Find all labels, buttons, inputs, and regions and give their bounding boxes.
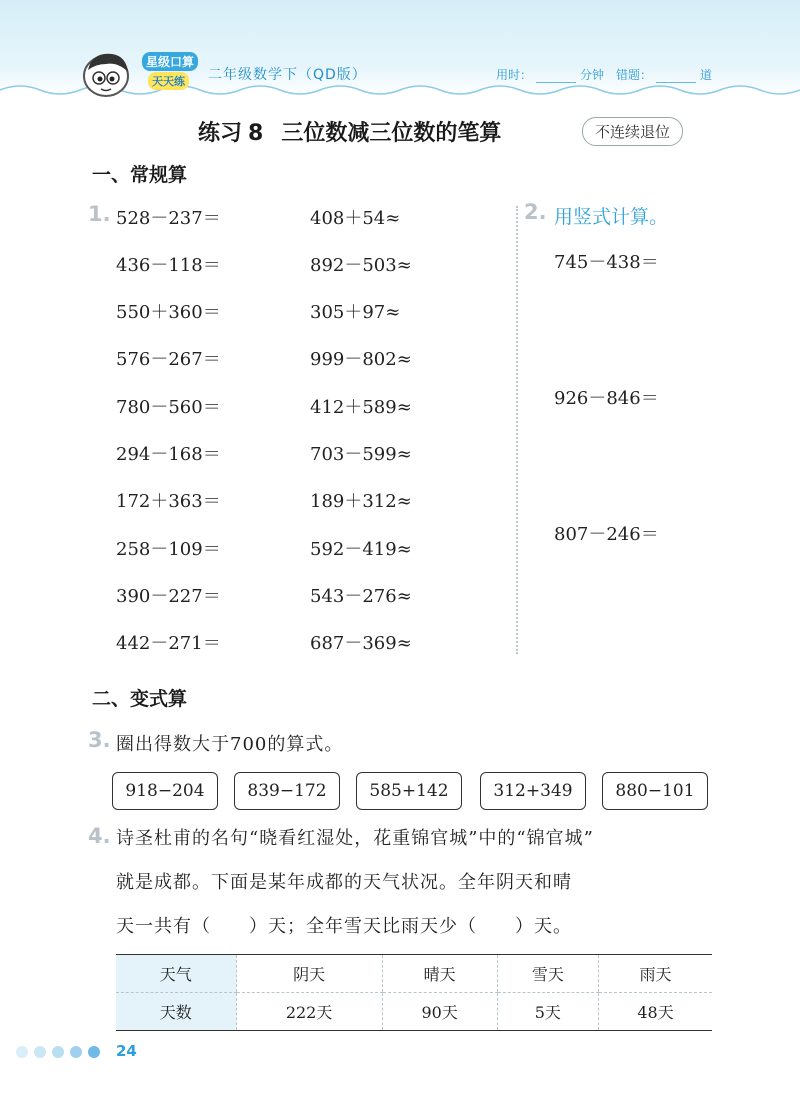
table-row xyxy=(116,955,712,993)
dot-icon xyxy=(34,1046,46,1058)
q3-choice[interactable]: 880−101 xyxy=(602,772,708,810)
exercise-prefix: 练习 xyxy=(198,121,243,146)
exercise-title xyxy=(198,116,501,147)
table-cell: 222天 xyxy=(236,993,382,1031)
section2-heading: 二、变式算 xyxy=(92,688,188,710)
brand-logo xyxy=(132,52,202,92)
table-cell: 5天 xyxy=(497,993,599,1031)
errors-blank[interactable] xyxy=(656,71,696,83)
page-dots-decoration xyxy=(16,1046,100,1058)
q3-choice[interactable]: 918−204 xyxy=(112,772,218,810)
time-blank[interactable] xyxy=(536,71,576,83)
q1-number: 1. xyxy=(88,202,111,226)
q1-col1-item: 550＋360＝ xyxy=(116,302,221,323)
q1-col2-item: 189＋312≈ xyxy=(310,491,412,512)
q4-number: 4. xyxy=(88,824,111,848)
q2-item: 807－246＝ xyxy=(554,524,659,545)
q1-col2-item: 543－276≈ xyxy=(310,586,412,607)
dot-icon xyxy=(52,1046,64,1058)
q1-col1-item: 436－118＝ xyxy=(116,255,221,276)
q4-text-line: 诗圣杜甫的名句“晓看红湿处，花重锦官城”中的“锦官城” xyxy=(116,828,594,849)
q3-choice[interactable]: 312+349 xyxy=(480,772,586,810)
brand-line1: 星级口算 xyxy=(142,52,198,71)
q1-col2-item: 687－369≈ xyxy=(310,633,412,654)
q1-col1-item: 172＋363＝ xyxy=(116,491,221,512)
table-cell: 48天 xyxy=(599,993,712,1031)
q1-col2-item: 412＋589≈ xyxy=(310,397,412,418)
table-cell: 90天 xyxy=(382,993,497,1031)
table-header-cell: 天气 xyxy=(116,955,236,993)
q4-text-line: 就是成都。下面是某年成都的天气状况。全年阴天和晴 xyxy=(116,872,572,893)
q4-text-line: 天一共有（ ）天；全年雪天比雨天少（ ）天。 xyxy=(116,916,572,937)
q1-col1-item: 294－168＝ xyxy=(116,444,221,465)
q3-choices xyxy=(112,772,712,810)
table-cell: 阴天 xyxy=(236,955,382,993)
q1-col1-item: 576－267＝ xyxy=(116,349,221,370)
mascot-logo-icon xyxy=(78,48,134,100)
brand-line2: 天天练 xyxy=(148,72,189,90)
q2-title: 用竖式计算。 xyxy=(554,206,669,228)
topic-tag-badge: 不连续退位 xyxy=(582,117,683,146)
table-cell: 晴天 xyxy=(382,955,497,993)
record-fields xyxy=(496,66,712,83)
table-cell: 雨天 xyxy=(599,955,712,993)
table-header-cell: 天数 xyxy=(116,993,236,1031)
page-number: 24 xyxy=(116,1042,137,1060)
q1-col1-item: 390－227＝ xyxy=(116,586,221,607)
q2-number: 2. xyxy=(524,200,547,224)
exercise-topic: 三位数减三位数的笔算 xyxy=(281,121,502,146)
q1-col1-item: 442－271＝ xyxy=(116,633,221,654)
table-row xyxy=(116,993,712,1031)
q1-col2-item: 408＋54≈ xyxy=(310,208,401,229)
dot-icon xyxy=(88,1046,100,1058)
column-divider xyxy=(516,206,518,654)
weather-table xyxy=(116,954,712,1031)
table-cell: 雪天 xyxy=(497,955,599,993)
time-label: 用时： xyxy=(496,68,533,82)
dot-icon xyxy=(16,1046,28,1058)
q1-col2-item: 305＋97≈ xyxy=(310,302,401,323)
q3-text: 圈出得数大于700的算式。 xyxy=(116,734,344,755)
q2-item: 926－846＝ xyxy=(554,388,659,409)
section1-heading: 一、常规算 xyxy=(92,164,188,186)
minute-label: 分钟 xyxy=(580,68,605,82)
exercise-number: 8 xyxy=(248,121,264,146)
dot-icon xyxy=(70,1046,82,1058)
q1-col2-item: 892－503≈ xyxy=(310,255,412,276)
q1-col1-item: 528－237＝ xyxy=(116,208,221,229)
q1-col2-item: 999－802≈ xyxy=(310,349,412,370)
q1-col1-item: 258－109＝ xyxy=(116,539,221,560)
q3-choice[interactable]: 585+142 xyxy=(356,772,462,810)
q3-number: 3. xyxy=(88,728,111,752)
item-label: 道 xyxy=(700,68,713,82)
q3-choice[interactable]: 839−172 xyxy=(234,772,340,810)
book-title: 二年级数学下（QD版） xyxy=(208,67,367,83)
q1-col1-item: 780－560＝ xyxy=(116,397,221,418)
errors-label: 错题： xyxy=(616,68,653,82)
q2-item: 745－438＝ xyxy=(554,252,659,273)
q1-col2-item: 592－419≈ xyxy=(310,539,412,560)
q1-col2-item: 703－599≈ xyxy=(310,444,412,465)
